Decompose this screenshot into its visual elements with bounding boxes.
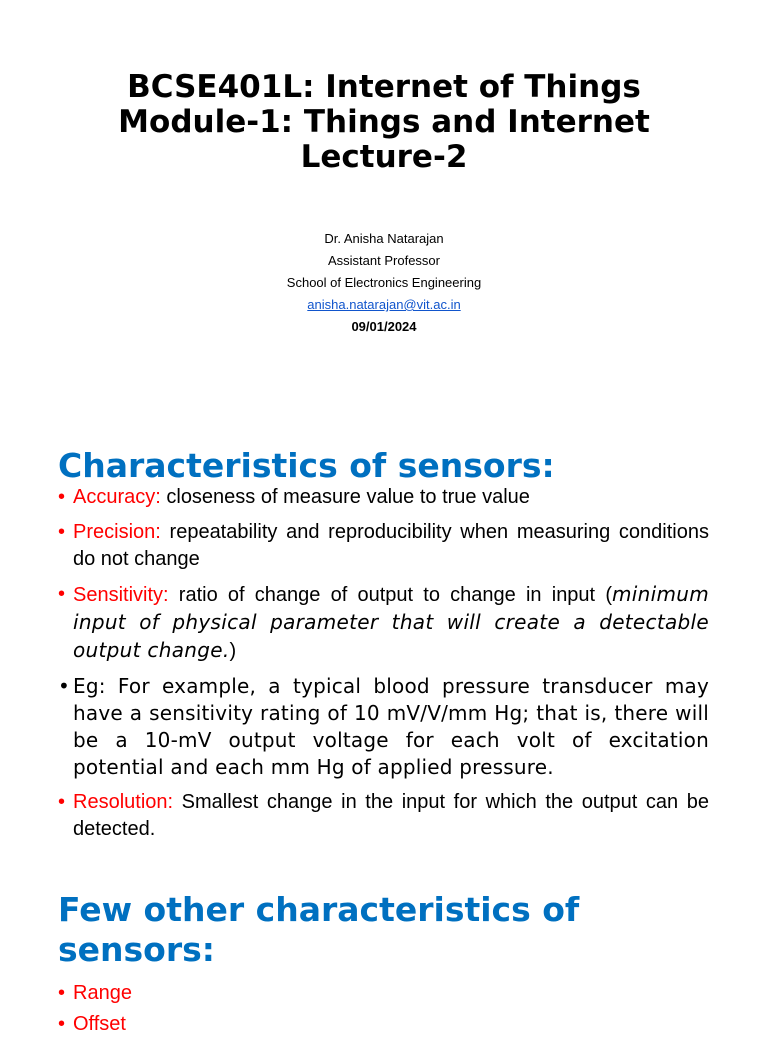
lecture-date: 09/01/2024: [351, 319, 417, 334]
term-label: Offset: [73, 1013, 126, 1035]
content-slide: [0, 420, 768, 1035]
term-definition: closeness of measure value to true value: [160, 486, 530, 508]
example-text: Eg: For example, a typical blood pressure transducer may have a sensitivity rating of 10 mV/V/mm Hg; that is, there will be a 10-mV output voltage for each volt of excitation potential and each mm Hg of applied pressure.: [73, 674, 709, 779]
list-item-example: [58, 673, 709, 781]
other-characteristics-list: [58, 980, 709, 1042]
author-info: [184, 228, 584, 338]
term-label: Range: [73, 982, 132, 1004]
bullet-icon: •: [58, 521, 66, 543]
term-label: Resolution:: [73, 791, 174, 813]
bullet-icon: •: [58, 791, 66, 813]
term-definition: ratio of change of output to change in input (: [168, 584, 612, 606]
author-email-link[interactable]: anisha.natarajan@vit.ac.in: [307, 297, 461, 312]
lecture-number: Lecture-2: [300, 139, 468, 175]
term-definition: repeatability and reproducibility when measuring conditions do not change: [73, 521, 709, 570]
author-name: Dr. Anisha Natarajan: [324, 231, 444, 246]
bullet-icon: •: [58, 982, 66, 1004]
list-item-accuracy: [58, 484, 709, 511]
bullet-icon: •: [58, 674, 70, 698]
list-item-offset: [58, 1011, 709, 1038]
section-heading: Characteristics of sensors:: [58, 446, 555, 485]
list-item-range: [58, 980, 709, 1007]
characteristics-list: [58, 484, 709, 851]
module-title: Module-1: Things and Internet: [118, 104, 650, 140]
lecture-title: [60, 70, 708, 175]
term-note-close: ): [229, 640, 237, 662]
bullet-icon: •: [58, 583, 66, 605]
list-item-resolution: [58, 789, 709, 843]
title-slide: [0, 0, 768, 420]
author-school: School of Electronics Engineering: [286, 275, 482, 290]
list-item-sensitivity: [58, 581, 709, 665]
term-label: Precision:: [73, 521, 161, 543]
bullet-icon: •: [58, 1013, 66, 1035]
term-label: Sensitivity:: [73, 584, 169, 606]
section-heading-2: Few other characteristics of sensors:: [58, 890, 580, 969]
author-position: Assistant Professor: [328, 253, 440, 268]
bullet-icon: •: [58, 486, 66, 508]
list-item-precision: [58, 519, 709, 573]
course-title: BCSE401L: Internet of Things: [127, 69, 641, 105]
term-definition: Smallest change in the input for which the output can be detected.: [73, 791, 709, 840]
term-note: minimum input of physical parameter that will create a detectable output change.: [73, 582, 709, 662]
term-label: Accuracy:: [73, 486, 161, 508]
